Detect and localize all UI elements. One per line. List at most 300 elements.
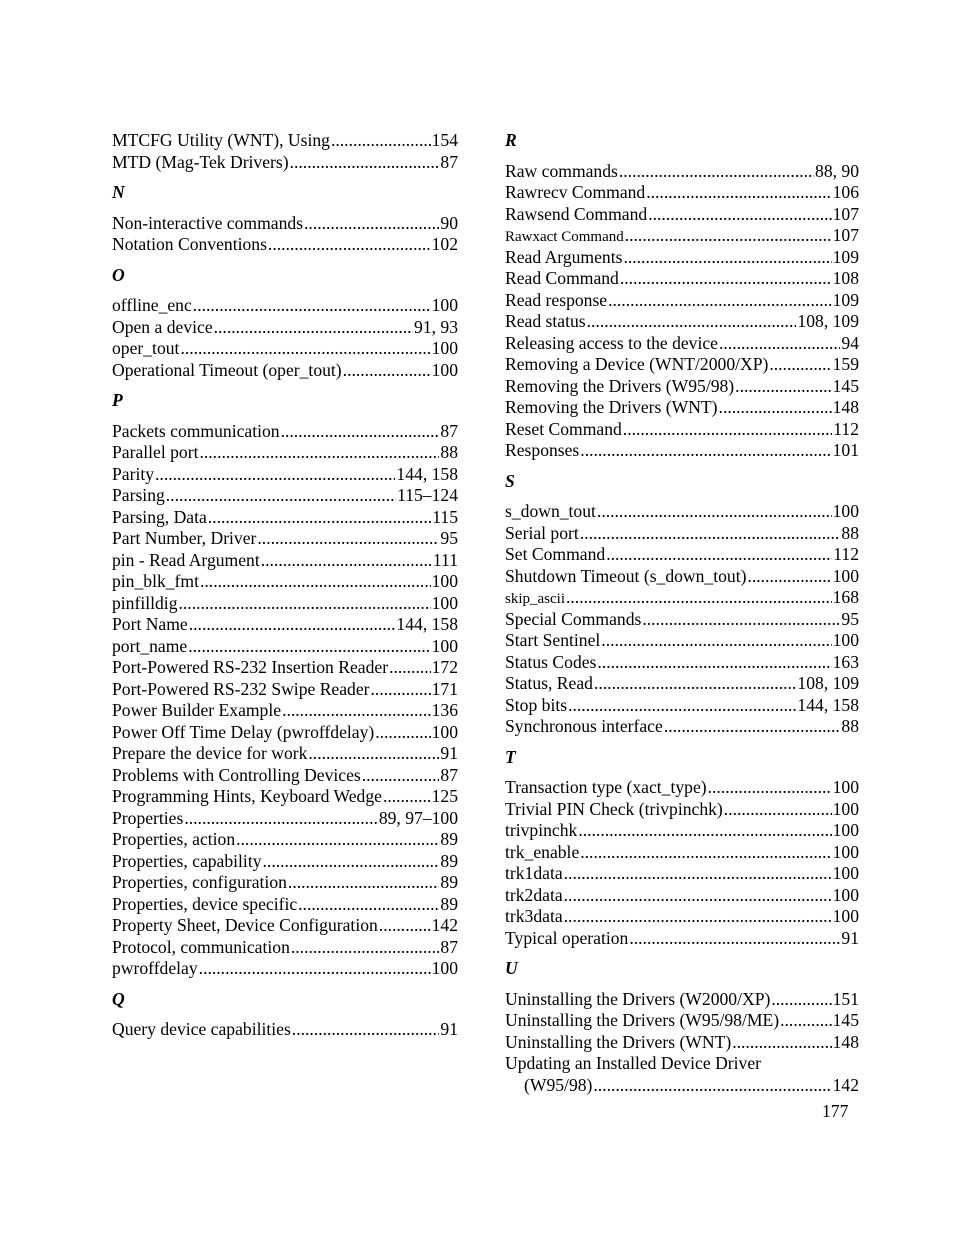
index-entry [505, 182, 859, 204]
index-entry-page: 112 [833, 418, 859, 439]
index-entry [112, 829, 458, 851]
index-entry-label: skip_ascii [505, 591, 565, 607]
index-entry [112, 213, 458, 235]
dot-leader [281, 421, 440, 443]
index-entry [112, 872, 458, 894]
index-entry-label: Packets communication [112, 420, 280, 441]
dot-leader [257, 528, 439, 550]
index-entry-page: 87 [440, 764, 458, 785]
index-entry-label: Removing a Device (WNT/2000/XP) [505, 354, 769, 374]
index-entry-page: 91 [440, 743, 458, 763]
index-entry-label: Parsing [112, 485, 165, 505]
index-entry-label: trk3data [505, 906, 563, 926]
index-entry [112, 485, 458, 507]
index-entry [505, 609, 859, 631]
dot-leader [371, 679, 431, 701]
dot-leader [389, 657, 431, 679]
dot-leader [597, 652, 831, 674]
index-entry-page: 168 [832, 587, 859, 607]
dot-leader [383, 786, 431, 808]
index-entry-page: 125 [431, 786, 458, 806]
dot-leader [193, 295, 431, 317]
index-entry-page: 142 [431, 915, 458, 935]
index-entry-label: Properties, configuration [112, 872, 287, 892]
index-entry [505, 885, 859, 907]
dot-leader [236, 829, 439, 851]
index-entry-label: Status Codes [505, 651, 597, 672]
index-entry [505, 1075, 859, 1097]
index-entry [505, 863, 859, 885]
index-entry-page: 88 [841, 522, 859, 543]
dot-leader [708, 777, 832, 799]
dot-leader [578, 820, 831, 842]
index-entry [505, 311, 859, 333]
index-entry [505, 673, 859, 695]
index-entry-label: Raw commands [505, 160, 618, 181]
index-entry-label: Synchronous interface [505, 716, 663, 736]
index-entry [505, 630, 859, 652]
index-entry-label: Typical operation [505, 927, 629, 948]
dot-leader [625, 225, 832, 247]
index-entry-label: Properties, device specific [112, 893, 298, 914]
index-entry-label: Problems with Controlling Devices [112, 764, 361, 785]
index-entry [112, 1019, 458, 1041]
index-entry [505, 842, 859, 864]
dot-leader [155, 464, 395, 486]
index-entry-page: 106 [832, 182, 859, 202]
index-entry-label: Stop bits [505, 694, 568, 715]
dot-leader [580, 842, 831, 864]
dot-leader [724, 799, 832, 821]
index-entry [112, 528, 458, 550]
dot-leader [597, 501, 832, 523]
index-entry-label: Read Command [505, 268, 619, 288]
index-entry-page: 101 [832, 440, 859, 460]
index-entry-label: Parity [112, 463, 155, 484]
index-entry-page: 107 [832, 203, 859, 224]
index-entry [112, 636, 458, 658]
index-column-right [505, 130, 859, 1096]
index-entry-label: Port Name [112, 614, 188, 634]
index-entry-label: oper_tout [112, 338, 180, 358]
dot-leader [719, 333, 840, 355]
index-entry-label: Start Sentinel [505, 630, 601, 650]
index-entry-page: 88, 90 [815, 160, 859, 181]
index-entry-page: 100 [431, 359, 458, 380]
dot-leader [200, 571, 431, 593]
index-entry-label: Uninstalling the Drivers (WNT) [505, 1031, 732, 1052]
dot-leader [214, 317, 413, 339]
index-entry-label: Removing the Drivers (WNT) [505, 397, 718, 417]
index-entry-page: 148 [832, 397, 859, 417]
index-entry [505, 587, 859, 609]
index-entry [112, 550, 458, 572]
index-entry [505, 716, 859, 738]
index-entry [112, 442, 458, 464]
index-entry-label: Properties [112, 807, 184, 828]
index-entry [112, 614, 458, 636]
index-entry [505, 695, 859, 717]
index-entry [112, 722, 458, 744]
index-entry [505, 247, 859, 269]
index-entry-page: 163 [832, 651, 859, 672]
index-entry-page: 100 [832, 820, 859, 840]
index-entry [505, 225, 859, 247]
index-entry-page: 112 [833, 544, 859, 564]
dot-leader [606, 544, 832, 566]
dot-leader [719, 397, 832, 419]
dot-leader [771, 989, 831, 1011]
dot-leader [291, 937, 440, 959]
index-entry [112, 743, 458, 765]
dot-leader [304, 213, 439, 235]
index-entry-page: 115 [432, 506, 458, 527]
index-entry-page: 100 [431, 721, 458, 742]
index-entry [505, 501, 859, 523]
index-entry-page: 100 [832, 630, 859, 650]
index-entry-page: 145 [832, 375, 859, 396]
index-entry [112, 464, 458, 486]
dot-leader [180, 338, 430, 360]
index-entry-label: Protocol, communication [112, 936, 290, 957]
dot-leader [282, 700, 431, 722]
index-entry-label: Updating an Installed Device Driver [505, 1053, 761, 1073]
index-entry-label: (W95/98) [524, 1074, 593, 1095]
index-entry-label: Programming Hints, Keyboard Wedge [112, 786, 382, 806]
index-entry-label: Port-Powered RS-232 Swipe Reader [112, 678, 370, 699]
index-entry-label: Prepare the device for work [112, 743, 308, 763]
index-entry-page: 154 [431, 130, 458, 150]
index-entry [112, 152, 458, 174]
index-entry-label: Properties, capability [112, 850, 262, 871]
dot-leader [580, 440, 831, 462]
dot-leader [732, 1032, 831, 1054]
index-entry-label: trk2data [505, 884, 563, 905]
dot-leader [620, 268, 832, 290]
index-entry-label: Parallel port [112, 442, 199, 462]
section-letter: Q [112, 988, 125, 1009]
index-entry [112, 765, 458, 787]
section-letter: U [505, 958, 518, 978]
index-entry-page: 100 [832, 841, 859, 862]
dot-leader [298, 894, 439, 916]
index-entry-page: 91 [440, 1019, 458, 1039]
dot-leader [261, 550, 432, 572]
index-entry [505, 820, 859, 842]
dot-leader [199, 958, 431, 980]
dot-leader [769, 354, 831, 376]
index-entry-page: 109 [832, 246, 859, 267]
dot-leader [780, 1010, 831, 1032]
dot-leader [379, 915, 431, 937]
index-entry-page: 100 [832, 863, 859, 883]
index-entry [505, 290, 859, 312]
index-entry-page: 108, 109 [797, 311, 859, 331]
index-entry-label: Parsing, Data [112, 506, 207, 527]
dot-leader [188, 636, 430, 658]
index-entry-label: Power Builder Example [112, 700, 282, 720]
section-letter: N [112, 182, 125, 202]
dot-leader [648, 204, 831, 226]
index-entry [505, 376, 859, 398]
index-entry-page: 142 [832, 1074, 859, 1095]
index-entry-page: 109 [832, 289, 859, 310]
index-entry-label: trk1data [505, 863, 563, 883]
index-entry [112, 360, 458, 382]
index-entry-label: pwroffdelay [112, 958, 198, 978]
dot-leader [601, 630, 831, 652]
index-entry-label: Non-interactive commands [112, 212, 304, 233]
index-entry-page: 87 [440, 151, 458, 172]
index-entry [505, 523, 859, 545]
section-letter: R [505, 130, 517, 150]
index-entry [112, 937, 458, 959]
index-entry [505, 652, 859, 674]
index-entry [112, 894, 458, 916]
index-entry-page: 100 [431, 635, 458, 656]
index-entry-page: 115–124 [397, 485, 458, 505]
index-entry-label: Reset Command [505, 418, 622, 439]
index-entry-label: Power Off Time Delay (pwroffdelay) [112, 721, 375, 742]
dot-leader [735, 376, 831, 398]
index-entry-page: 100 [431, 958, 458, 978]
dot-leader [199, 442, 439, 464]
index-entry [505, 204, 859, 226]
index-entry-page: 95 [440, 528, 458, 548]
section-letter: T [505, 746, 516, 767]
index-entry-page: 108 [832, 268, 859, 288]
index-entry [505, 1053, 859, 1075]
index-column-left [112, 130, 458, 1041]
index-entry-label: Responses [505, 440, 580, 460]
index-entry-page: 100 [431, 571, 458, 591]
dot-leader [343, 360, 431, 382]
index-entry-page: 151 [832, 988, 859, 1009]
index-entry-page: 145 [832, 1010, 859, 1030]
index-entry-label: Uninstalling the Drivers (W2000/XP) [505, 988, 771, 1009]
index-entry-label: s_down_tout [505, 501, 596, 521]
index-entry [505, 1010, 859, 1032]
index-entry [505, 544, 859, 566]
dot-leader [208, 507, 431, 529]
index-entry-label: trivpinchk [505, 820, 578, 840]
index-entry [112, 507, 458, 529]
index-entry [112, 915, 458, 937]
dot-leader [619, 161, 814, 183]
dot-leader [179, 593, 431, 615]
index-entry-page: 88 [841, 716, 859, 736]
index-entry-label: Notation Conventions [112, 234, 267, 254]
dot-leader [608, 290, 832, 312]
index-entry-label: Open a device [112, 316, 213, 337]
index-entry [505, 777, 859, 799]
index-entry [112, 234, 458, 256]
index-entry [505, 566, 859, 588]
index-entry [112, 808, 458, 830]
index-entry-page: 107 [832, 225, 859, 245]
dot-leader [288, 872, 439, 894]
dot-leader [362, 765, 440, 787]
index-entry-label: Status, Read [505, 673, 593, 693]
index-entry [505, 799, 859, 821]
index-entry-page: 100 [431, 338, 458, 358]
index-entry-label: Read status [505, 311, 586, 331]
index-entry-label: pinfilldig [112, 592, 178, 613]
dot-leader [642, 609, 840, 631]
index-entry-label: Part Number, Driver [112, 528, 257, 548]
index-entry-page: 88 [440, 442, 458, 462]
dot-leader [664, 716, 841, 738]
index-entry-page: 91 [841, 927, 859, 948]
index-entry-label: port_name [112, 635, 188, 656]
index-entry-label: offline_enc [112, 295, 192, 315]
index-entry-page: 102 [431, 234, 458, 254]
index-entry [505, 440, 859, 462]
index-entry-page: 94 [841, 332, 859, 353]
index-entry-label: Operational Timeout (oper_tout) [112, 359, 342, 380]
index-entry-page: 100 [832, 777, 859, 797]
index-entry [505, 354, 859, 376]
dot-leader [564, 885, 832, 907]
index-entry-label: Removing the Drivers (W95/98) [505, 375, 735, 396]
index-entry-label: Properties, action [112, 829, 236, 849]
section-letter: O [112, 264, 125, 285]
index-entry-label: Port-Powered RS-232 Insertion Reader [112, 657, 389, 677]
index-entry-label: Read response [505, 289, 608, 310]
index-entry-label: Shutdown Timeout (s_down_tout) [505, 565, 747, 586]
index-entry [505, 268, 859, 290]
index-entry-label: Set Command [505, 544, 606, 564]
index-entry-page: 144, 158 [396, 614, 458, 634]
index-entry-page: 87 [440, 420, 458, 441]
index-entry [112, 593, 458, 615]
index-entry-page: 89 [440, 872, 458, 892]
index-entry-page: 108, 109 [797, 673, 859, 693]
index-entry-label: Rawxact Command [505, 229, 624, 245]
index-entry-page: 172 [431, 657, 458, 677]
index-entry-label: pin - Read Argument [112, 549, 260, 570]
dot-leader [308, 743, 439, 765]
page-number: 177 [822, 1101, 849, 1121]
index-entry [112, 421, 458, 443]
index-entry [505, 1032, 859, 1054]
index-entry-page: 89 [440, 829, 458, 849]
dot-leader [568, 695, 796, 717]
index-entry [505, 906, 859, 928]
dot-leader [593, 1075, 831, 1097]
dot-leader [290, 152, 440, 174]
index-entry-page: 91, 93 [414, 316, 458, 337]
index-entry-page: 100 [431, 592, 458, 613]
dot-leader [184, 808, 377, 830]
index-entry-page: 136 [431, 700, 458, 720]
index-entry-label: Trivial PIN Check (trivpinchk) [505, 798, 723, 819]
section-letter: S [505, 470, 515, 491]
dot-leader [623, 247, 831, 269]
index-entry-page: 89, 97–100 [378, 807, 458, 828]
index-entry [112, 786, 458, 808]
index-entry [505, 161, 859, 183]
dot-leader [566, 587, 832, 609]
dot-leader [166, 485, 396, 507]
index-entry [112, 130, 458, 152]
index-entry [505, 333, 859, 355]
index-entry-page: 100 [832, 798, 859, 819]
index-entry-page: 159 [832, 354, 859, 374]
index-entry-label: Uninstalling the Drivers (W95/98/ME) [505, 1010, 780, 1030]
index-entry [505, 989, 859, 1011]
dot-leader [263, 851, 440, 873]
index-entry-page: 100 [431, 295, 458, 315]
dot-leader [375, 722, 430, 744]
index-entry-page: 111 [432, 549, 458, 570]
dot-leader [629, 928, 840, 950]
index-entry [112, 317, 458, 339]
dot-leader [747, 566, 831, 588]
index-entry [112, 679, 458, 701]
index-entry-page: 100 [832, 884, 859, 905]
index-entry-page: 95 [841, 608, 859, 629]
dot-leader [594, 673, 796, 695]
index-entry-page: 89 [440, 893, 458, 914]
index-entry-page: 171 [431, 678, 458, 699]
index-entry-label: Transaction type (xact_type) [505, 777, 707, 797]
index-entry [112, 958, 458, 980]
dot-leader [580, 523, 841, 545]
index-entry [112, 700, 458, 722]
dot-leader [189, 614, 396, 636]
index-entry-label: Property Sheet, Device Configuration [112, 915, 378, 935]
index-entry-label: Special Commands [505, 608, 642, 629]
index-entry-label: Read Arguments [505, 246, 623, 267]
index-entry-label: Releasing access to the device [505, 332, 718, 353]
index-entry-page: 144, 158 [797, 694, 859, 715]
index-entry-label: pin_blk_fmt [112, 571, 199, 591]
index-entry-page: 87 [440, 936, 458, 957]
dot-leader [564, 906, 832, 928]
dot-leader [646, 182, 831, 204]
index-entry [112, 571, 458, 593]
dot-leader [564, 863, 832, 885]
index-entry [112, 657, 458, 679]
index-entry-label: MTD (Mag-Tek Drivers) [112, 151, 289, 172]
index-entry-label: Rawrecv Command [505, 182, 646, 202]
section-letter: P [112, 390, 123, 410]
dot-leader [268, 234, 431, 256]
index-entry [112, 338, 458, 360]
index-entry-label: Rawsend Command [505, 203, 648, 224]
index-entry-label: trk_enable [505, 841, 580, 862]
index-entry-page: 100 [832, 906, 859, 926]
dot-leader [587, 311, 797, 333]
index-entry-page: 100 [832, 565, 859, 586]
index-entry [505, 419, 859, 441]
index-entry-page: 144, 158 [396, 463, 458, 484]
index-entry [112, 295, 458, 317]
index-entry-label: Serial port [505, 522, 579, 543]
dot-leader [623, 419, 832, 441]
index-entry-page: 100 [832, 501, 859, 521]
dot-leader [292, 1019, 440, 1041]
dot-leader [331, 130, 431, 152]
index-entry-page: 148 [832, 1031, 859, 1052]
index-entry [505, 928, 859, 950]
index-entry-page: 90 [440, 212, 458, 233]
index-entry [112, 851, 458, 873]
index-entry [505, 397, 859, 419]
index-entry-page: 89 [440, 850, 458, 871]
index-entry-label: MTCFG Utility (WNT), Using [112, 130, 330, 150]
